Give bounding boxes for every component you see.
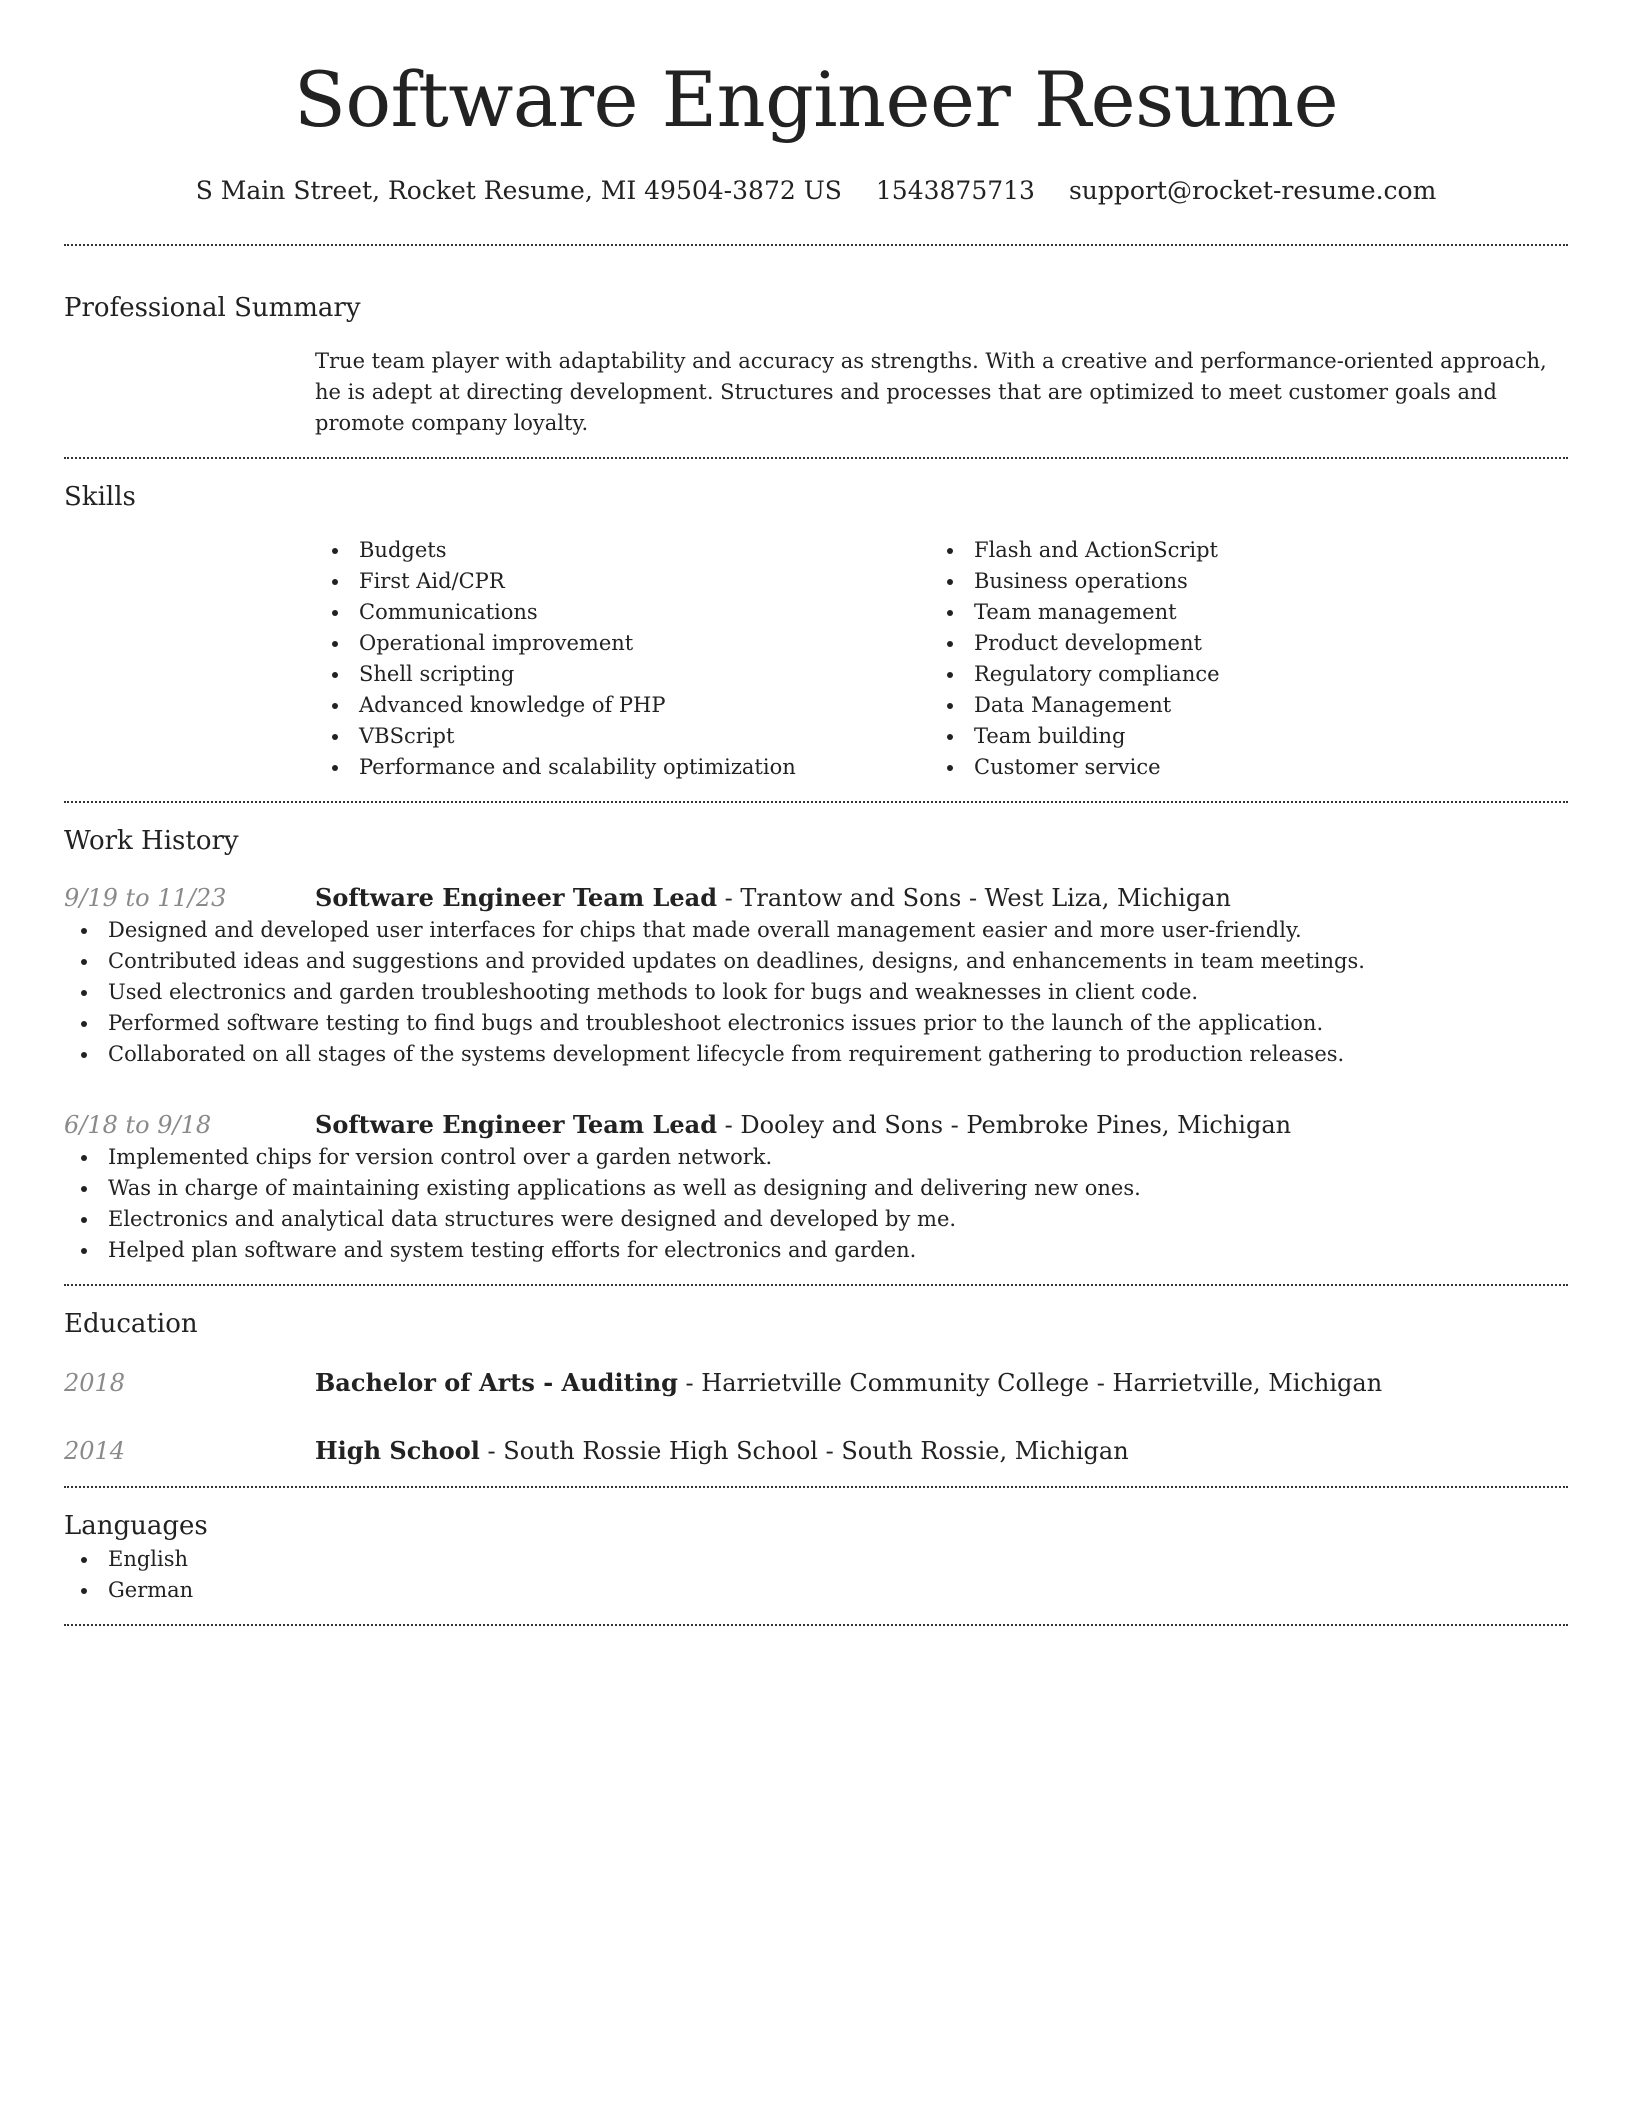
languages-list	[64, 1544, 1568, 1606]
work-bullet: Electronics and analytical data structures were designed and developed by me.	[64, 1204, 1568, 1235]
section-title-summary: Professional Summary	[64, 293, 361, 323]
work-entry	[64, 1108, 1568, 1266]
degree-name: Bachelor of Arts - Auditing	[315, 1368, 678, 1397]
education-year: 2018	[64, 1369, 126, 1397]
section-title-languages: Languages	[64, 1511, 208, 1541]
work-bullets	[64, 915, 1568, 1070]
language-item: German	[64, 1575, 1568, 1606]
skill-item: Product development	[930, 628, 1545, 659]
skills-list-right	[930, 535, 1545, 783]
skill-item: Shell scripting	[315, 659, 930, 690]
education-entry	[64, 1366, 1568, 1400]
skills-section	[64, 459, 1568, 801]
work-section	[64, 803, 1568, 1284]
skill-item: Team building	[930, 721, 1545, 752]
skill-item: First Aid/CPR	[315, 566, 930, 597]
summary-section	[64, 246, 1568, 457]
skill-item: Data Management	[930, 690, 1545, 721]
school-details: - Harrietville Community College - Harrietville, Michigan	[677, 1369, 1383, 1397]
education-title	[315, 1434, 1129, 1468]
skills-list-left	[315, 535, 930, 783]
degree-name: High School	[315, 1436, 480, 1465]
phone-text: 1543875713	[875, 176, 1035, 205]
resume-header	[64, 0, 1568, 208]
section-title-skills: Skills	[64, 482, 136, 512]
work-bullet: Used electronics and garden troubleshooting methods to look for bugs and weaknesses in client code.	[64, 977, 1568, 1008]
work-bullet: Helped plan software and system testing efforts for electronics and garden.	[64, 1235, 1568, 1266]
skill-item: Customer service	[930, 752, 1545, 783]
resume-title: Software Engineer Resume	[293, 55, 1339, 144]
work-bullets	[64, 1142, 1568, 1266]
job-details: - Dooley and Sons - Pembroke Pines, Michigan	[717, 1111, 1292, 1139]
work-dates: 6/18 to 9/18	[64, 1111, 212, 1139]
job-role: Software Engineer Team Lead	[315, 1110, 718, 1139]
work-bullet: Implemented chips for version control over a garden network.	[64, 1142, 1568, 1173]
skill-item: Advanced knowledge of PHP	[315, 690, 930, 721]
school-details: - South Rossie High School - South Rossie, Michigan	[479, 1437, 1129, 1465]
skill-item: Regulatory compliance	[930, 659, 1545, 690]
job-details: - Trantow and Sons - West Liza, Michigan	[717, 884, 1231, 912]
work-title	[315, 1108, 1291, 1142]
work-entry-header	[64, 881, 1568, 915]
education-title	[315, 1366, 1382, 1400]
skill-item: Business operations	[930, 566, 1545, 597]
section-title-work: Work History	[64, 826, 239, 856]
skill-item: Performance and scalability optimization	[315, 752, 930, 783]
contact-line	[64, 174, 1568, 208]
education-section	[64, 1286, 1568, 1486]
skill-item: VBScript	[315, 721, 930, 752]
languages-section	[64, 1488, 1568, 1624]
skill-item: Flash and ActionScript	[930, 535, 1545, 566]
work-entry	[64, 881, 1568, 1070]
work-entry-header	[64, 1108, 1568, 1142]
work-dates: 9/19 to 11/23	[64, 884, 227, 912]
language-item: English	[64, 1544, 1568, 1575]
skill-item: Operational improvement	[315, 628, 930, 659]
summary-text: True team player with adaptability and accuracy as strengths. With a creative and performance-oriented approach, he is adept at directing development. Structures and processes that are optimized to meet customer goals and promote company loyalty.	[315, 349, 1547, 435]
address-text: S Main Street, Rocket Resume, MI 49504-3872 US	[195, 176, 842, 205]
work-bullet: Designed and developed user interfaces for chips that made overall management easier and more user-friendly.	[64, 915, 1568, 946]
work-bullet: Was in charge of maintaining existing applications as well as designing and delivering new ones.	[64, 1173, 1568, 1204]
work-bullet: Contributed ideas and suggestions and provided updates on deadlines, designs, and enhancements in team meetings.	[64, 946, 1568, 977]
work-bullet: Collaborated on all stages of the systems development lifecycle from requirement gathering to production releases.	[64, 1039, 1568, 1070]
job-role: Software Engineer Team Lead	[315, 883, 718, 912]
divider	[64, 1624, 1568, 1626]
email-text: support@rocket-resume.com	[1068, 176, 1437, 205]
skill-item: Team management	[930, 597, 1545, 628]
skills-columns	[315, 535, 1568, 783]
skill-item: Communications	[315, 597, 930, 628]
work-title	[315, 881, 1231, 915]
work-bullet: Performed software testing to find bugs and troubleshoot electronics issues prior to the launch of the application.	[64, 1008, 1568, 1039]
education-entry	[64, 1434, 1568, 1468]
section-title-education: Education	[64, 1309, 198, 1339]
education-year: 2014	[64, 1437, 126, 1465]
skill-item: Budgets	[315, 535, 930, 566]
